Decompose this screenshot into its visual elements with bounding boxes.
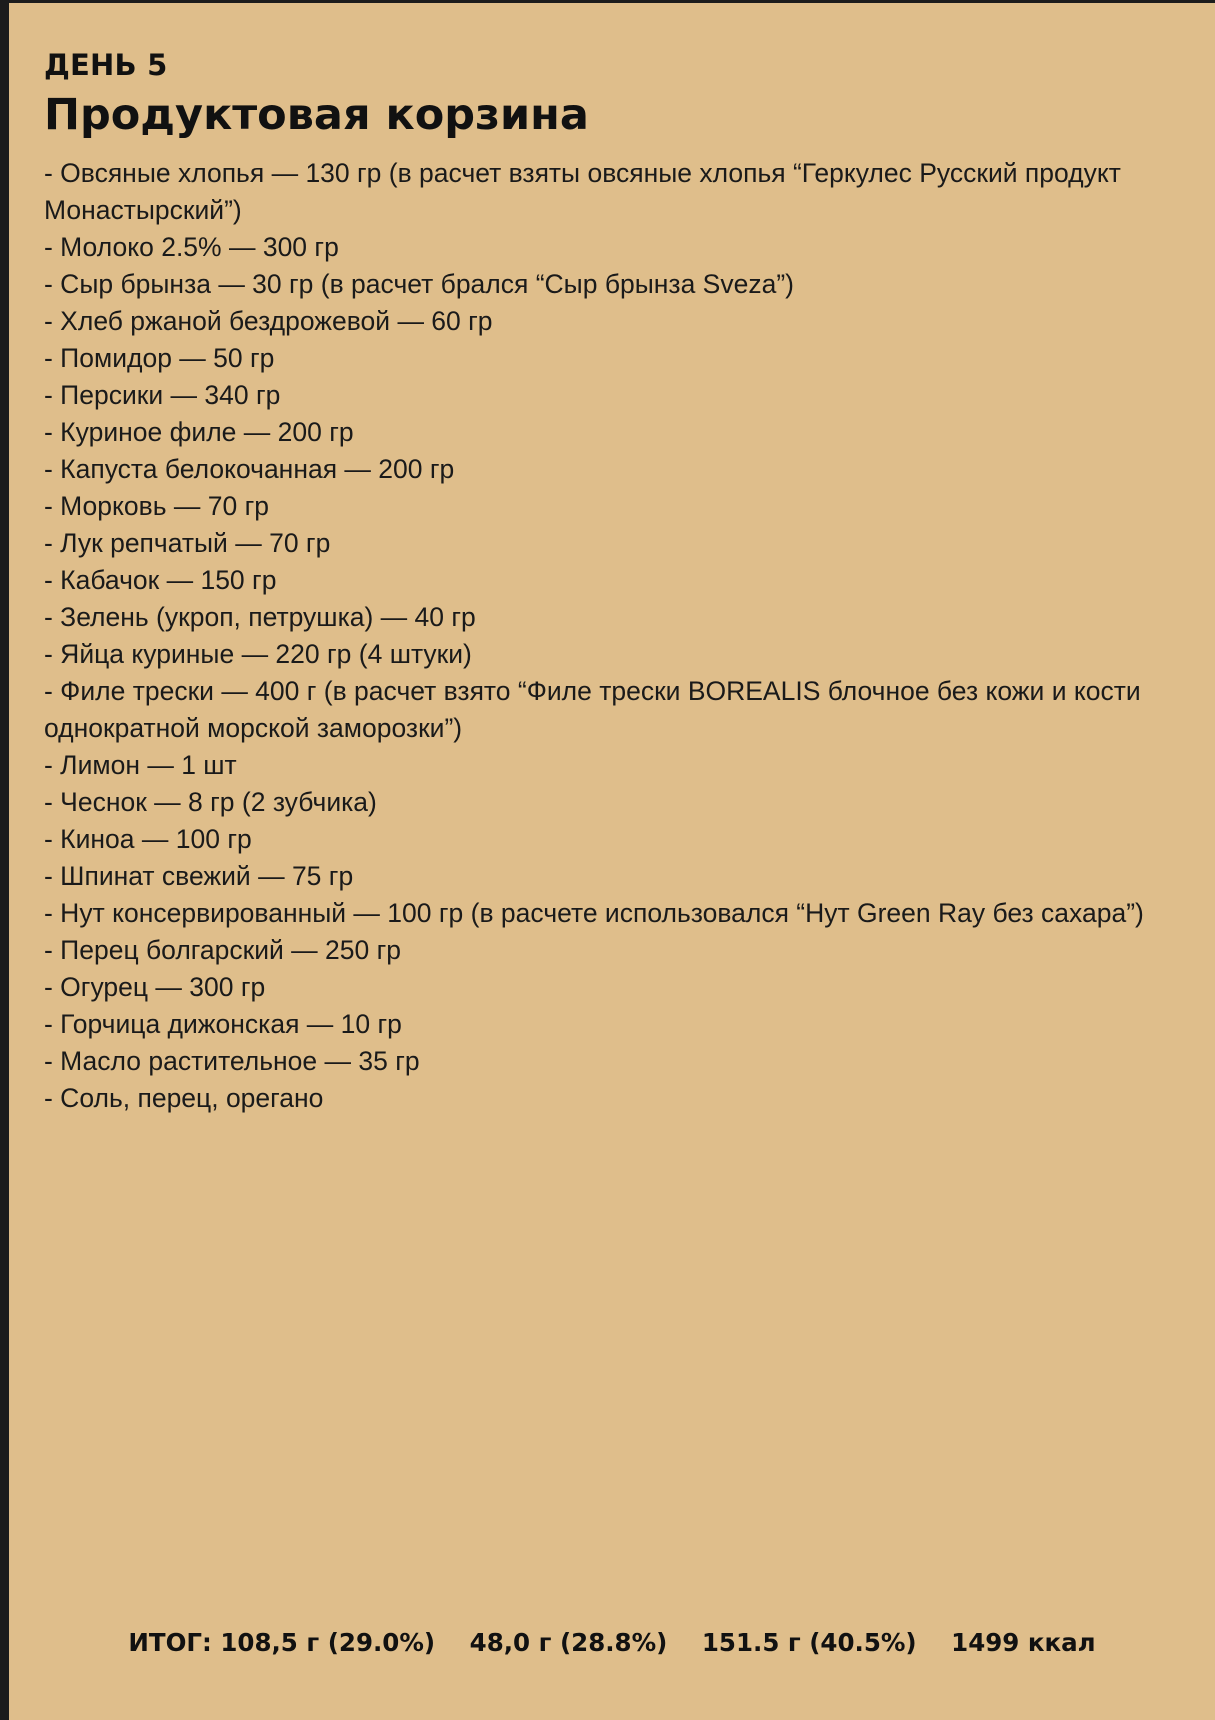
list-item: - Кабачок — 150 гр bbox=[44, 565, 277, 595]
list-item: - Персики — 340 гр bbox=[44, 380, 281, 410]
list-item: - Яйца куриные — 220 гр (4 штуки) bbox=[44, 639, 472, 669]
totals-carbs: 151.5 г (40.5%) bbox=[701, 1628, 917, 1657]
list-item: - Лимон — 1 шт bbox=[44, 750, 237, 780]
totals-protein: ИТОГ: 108,5 г (29.0%) bbox=[128, 1628, 436, 1657]
product-list bbox=[44, 155, 1185, 1117]
list-item: - Нут консервированный — 100 гр (в расчете использовался “Нут Green Ray без сахара”) bbox=[44, 898, 1144, 928]
page-title: Продуктовая корзина bbox=[44, 90, 589, 140]
list-item: - Морковь — 70 гр bbox=[44, 491, 270, 521]
list-item: - Овсяные хлопья — 130 гр (в расчет взяты овсяные хлопья “Геркулес Русский продукт Монастырский”) bbox=[44, 158, 1121, 225]
list-item: - Филе трески — 400 г (в расчет взято “Филе трески BOREALIS блочное без кожи и кости однократной морской заморозки”) bbox=[44, 676, 1141, 743]
page-background bbox=[9, 3, 1215, 1720]
content-area bbox=[44, 47, 1185, 1117]
totals-kcal: 1499 ккал bbox=[951, 1628, 1096, 1657]
totals-fat: 48,0 г (28.8%) bbox=[469, 1628, 668, 1657]
list-item: - Молоко 2.5% — 300 гр bbox=[44, 232, 339, 262]
day-label: ДЕНЬ 5 bbox=[44, 48, 168, 82]
list-item: - Горчица дижонская — 10 гр bbox=[44, 1009, 402, 1039]
list-item: - Куриное филе — 200 гр bbox=[44, 417, 354, 447]
list-item: - Сыр брынза — 30 гр (в расчет брался “Сыр брынза Sveza”) bbox=[44, 269, 794, 299]
list-item: - Огурец — 300 гр bbox=[44, 972, 266, 1002]
totals-line bbox=[9, 1623, 1215, 1663]
list-item: - Перец болгарский — 250 гр bbox=[44, 935, 401, 965]
list-item: - Киноа — 100 гр bbox=[44, 824, 252, 854]
list-item: - Капуста белокочанная — 200 гр bbox=[44, 454, 455, 484]
list-item: - Чеснок — 8 гр (2 зубчика) bbox=[44, 787, 377, 817]
list-item: - Соль, перец, орегано bbox=[44, 1083, 324, 1113]
list-item: - Лук репчатый — 70 гр bbox=[44, 528, 331, 558]
list-item: - Помидор — 50 гр bbox=[44, 343, 275, 373]
list-item: - Масло растительное — 35 гр bbox=[44, 1046, 420, 1076]
list-item: - Шпинат свежий — 75 гр bbox=[44, 861, 354, 891]
list-item: - Хлеб ржаной бездрожевой — 60 гр bbox=[44, 306, 493, 336]
list-item: - Зелень (укроп, петрушка) — 40 гр bbox=[44, 602, 476, 632]
